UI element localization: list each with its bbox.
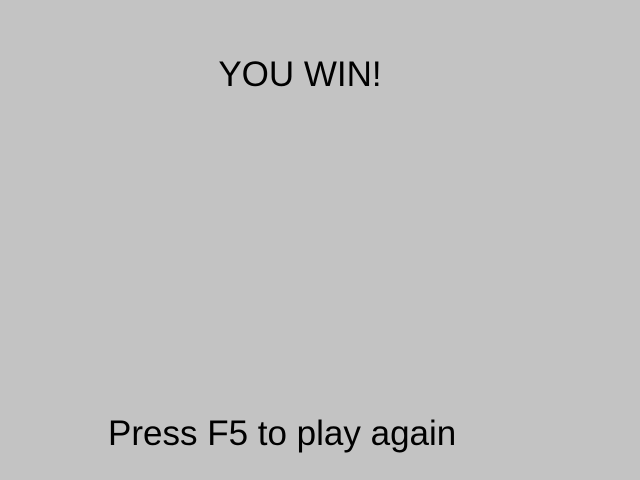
- win-message: YOU WIN!: [218, 55, 382, 94]
- restart-instruction: Press F5 to play again: [108, 414, 457, 453]
